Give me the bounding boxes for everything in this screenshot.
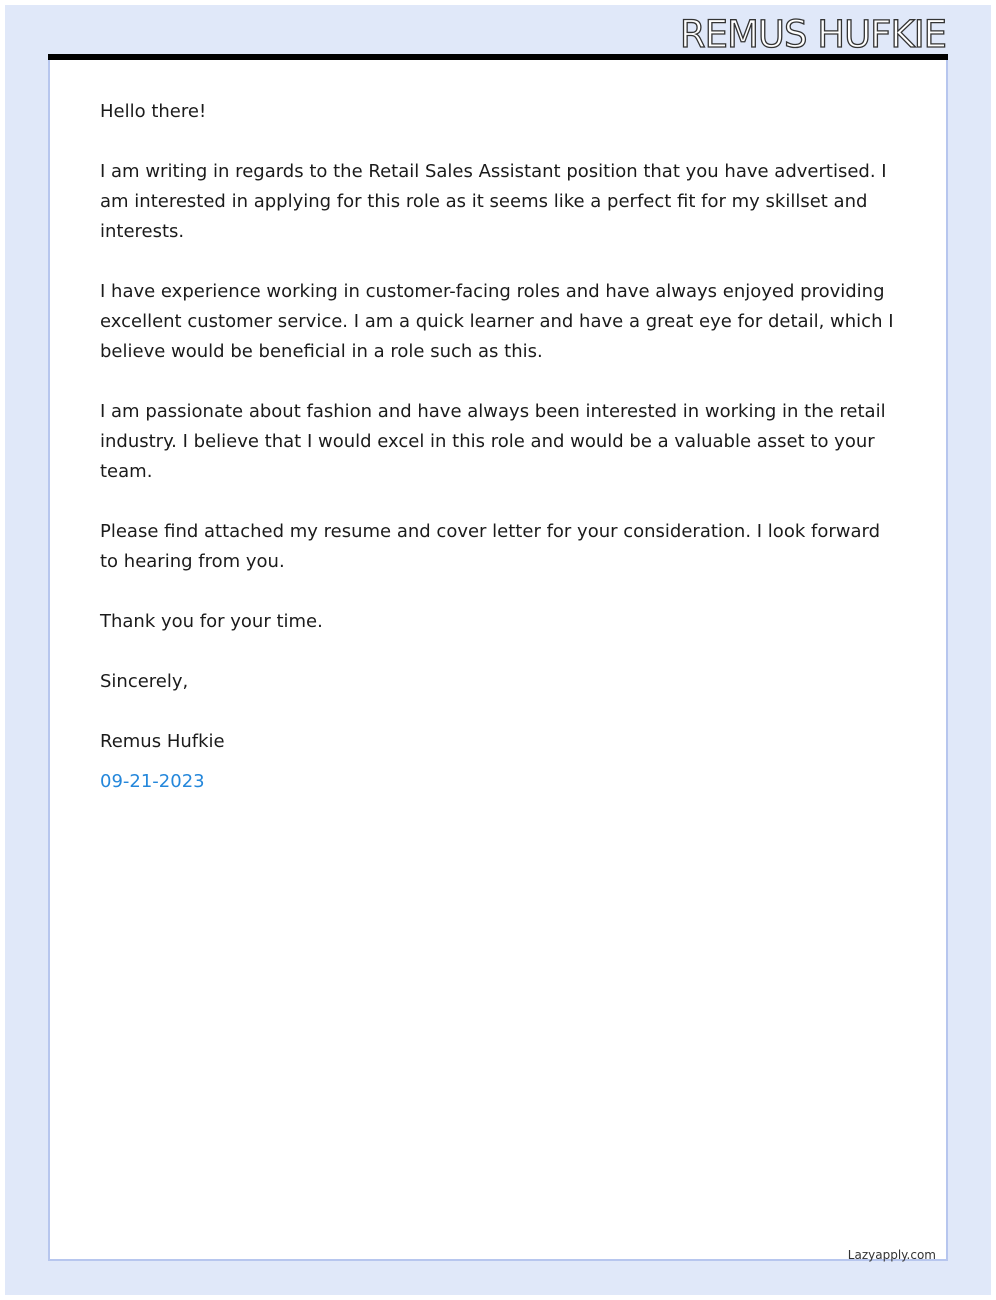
letter-paragraph: I am writing in regards to the Retail Sales Assistant position that you have advertised. I am interested in applying for this role as it seems like a perfect fit for my skillset and interests. xyxy=(100,161,887,242)
header-applicant-name: REMUS HUFKIE xyxy=(679,13,946,56)
letter-signature: Remus Hufkie xyxy=(100,731,225,752)
letter-thanks: Thank you for your time. xyxy=(100,611,323,632)
letter-paragraph: I have experience working in customer-facing roles and have always enjoyed providing excellent customer service. I am a quick learner and have a great eye for detail, which I believe would be beneficial in a role such as this. xyxy=(100,281,894,362)
letter-paragraph: Please find attached my resume and cover letter for your consideration. I look forward to hearing from you. xyxy=(100,521,880,572)
letter-greeting: Hello there! xyxy=(100,101,207,122)
letter-date: 09-21-2023 xyxy=(100,771,205,792)
letter-paragraph: I am passionate about fashion and have always been interested in working in the retail industry. I believe that I would excel in this role and would be a valuable asset to your team. xyxy=(100,401,886,482)
footer-brand: Lazyapply.com xyxy=(847,1248,936,1262)
letter-closing: Sincerely, xyxy=(100,671,189,692)
letter-body xyxy=(100,97,900,827)
